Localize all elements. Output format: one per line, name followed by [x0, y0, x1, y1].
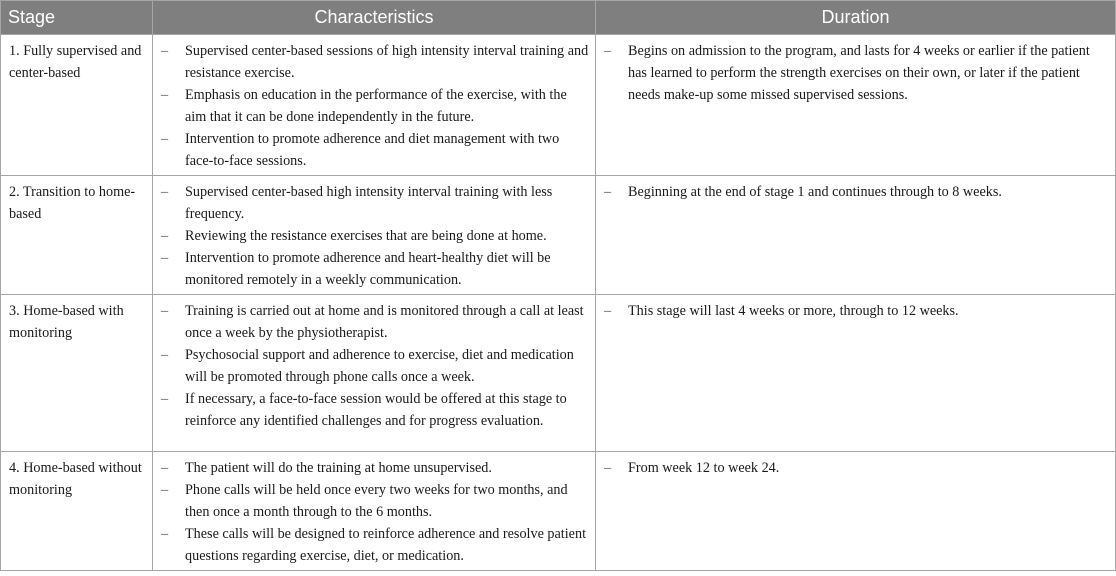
- table-row: [1, 452, 1116, 571]
- header-row: [1, 1, 1116, 35]
- list-item: – Intervention to promote adherence and diet management with two face-to-face sessions.: [161, 128, 589, 172]
- stage-cell: 4. Home-based without monitoring: [1, 452, 153, 571]
- list-item: – The patient will do the training at home unsupervised.: [161, 457, 589, 479]
- header-characteristics: Characteristics: [153, 1, 596, 35]
- characteristics-list: [161, 300, 589, 432]
- stage-cell: 1. Fully supervised and center-based: [1, 35, 153, 176]
- duration-cell: [596, 176, 1116, 295]
- list-item: – Phone calls will be held once every two weeks for two months, and then once a month through to the 6 months.: [161, 479, 589, 523]
- list-item: – This stage will last 4 weeks or more, through to 12 weeks.: [604, 300, 1109, 322]
- characteristics-list: [161, 181, 589, 291]
- characteristics-cell: [153, 452, 596, 571]
- list-item: – Intervention to promote adherence and heart-healthy diet will be monitored remotely in a weekly communication.: [161, 247, 589, 291]
- list-item: – Emphasis on education in the performance of the exercise, with the aim that it can be done independently in the future.: [161, 84, 589, 128]
- stage-cell: 2. Transition to home-based: [1, 176, 153, 295]
- list-item: – If necessary, a face-to-face session would be offered at this stage to reinforce any identified challenges and for progress evaluation.: [161, 388, 589, 432]
- table-row: [1, 176, 1116, 295]
- list-item: – Reviewing the resistance exercises that are being done at home.: [161, 225, 589, 247]
- list-item: – Beginning at the end of stage 1 and continues through to 8 weeks.: [604, 181, 1109, 203]
- characteristics-list: [161, 40, 589, 172]
- table-row: [1, 295, 1116, 452]
- stage-cell: 3. Home-based with monitoring: [1, 295, 153, 452]
- list-item: – Supervised center-based high intensity interval training with less frequency.: [161, 181, 589, 225]
- table-row: [1, 35, 1116, 176]
- list-item: – From week 12 to week 24.: [604, 457, 1109, 479]
- characteristics-cell: [153, 35, 596, 176]
- characteristics-cell: [153, 176, 596, 295]
- header-duration: Duration: [596, 1, 1116, 35]
- list-item: – These calls will be designed to reinforce adherence and resolve patient questions regarding exercise, diet, or medication.: [161, 523, 589, 567]
- list-item: – Begins on admission to the program, and lasts for 4 weeks or earlier if the patient has learned to perform the strength exercises on their own, or later if the patient needs make-up some missed supervised sessions.: [604, 40, 1109, 106]
- characteristics-cell: [153, 295, 596, 452]
- duration-cell: [596, 35, 1116, 176]
- characteristics-list: [161, 457, 589, 567]
- duration-cell: [596, 295, 1116, 452]
- list-item: – Supervised center-based sessions of high intensity interval training and resistance exercise.: [161, 40, 589, 84]
- duration-cell: [596, 452, 1116, 571]
- list-item: – Training is carried out at home and is monitored through a call at least once a week by the physiotherapist.: [161, 300, 589, 344]
- list-item: – Psychosocial support and adherence to exercise, diet and medication will be promoted through phone calls once a week.: [161, 344, 589, 388]
- header-stage: Stage: [1, 1, 153, 35]
